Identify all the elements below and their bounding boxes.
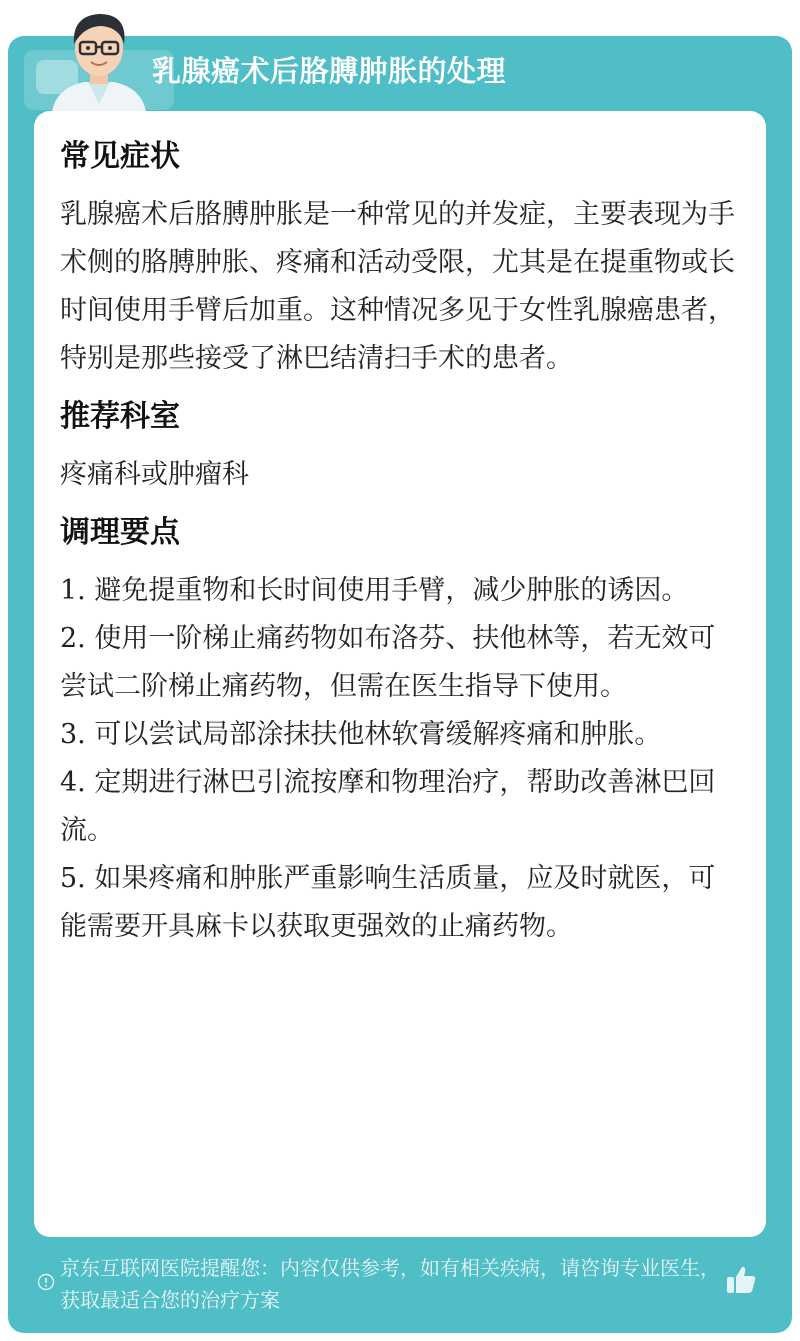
symptoms-section	[60, 133, 740, 383]
care-item-number: 2.	[60, 623, 86, 654]
care-item	[60, 855, 740, 951]
spacer	[60, 499, 740, 509]
care-item	[60, 615, 740, 711]
content-card	[34, 111, 766, 1237]
care-section	[60, 509, 740, 951]
care-item	[60, 711, 740, 759]
care-item-text: 定期进行淋巴引流按摩和物理治疗，帮助改善淋巴回流。	[60, 767, 716, 846]
care-item-text: 使用一阶梯止痛药物如布洛芬、扶他林等，若无效可尝试二阶梯止痛药物，但需在医生指导下使用。	[60, 623, 716, 702]
care-item	[60, 567, 740, 615]
symptoms-text: 乳腺癌术后胳膊肿胀是一种常见的并发症，主要表现为手术侧的胳膊肿胀、疼痛和活动受限，尤其是在提重物或长时间使用手臂后加重。这种情况多见于女性乳腺癌患者，特别是那些接受了淋巴结清扫手术的患者。	[60, 199, 735, 374]
disclaimer-text: 京东互联网医院提醒您：内容仅供参考，如有相关疾病，请咨询专业医生，获取最适合您的治疗方案	[60, 1256, 720, 1312]
spacer	[60, 557, 740, 567]
care-item-text: 避免提重物和长时间使用手臂，减少肿胀的诱因。	[94, 575, 689, 606]
department-section	[60, 393, 740, 499]
department-text: 疼痛科或肿瘤科	[60, 459, 249, 490]
spacer	[60, 181, 740, 191]
spacer	[60, 441, 740, 451]
care-item-number: 4.	[60, 767, 86, 798]
care-item-text: 如果疼痛和肿胀严重影响生活质量，应及时就医，可能需要开具麻卡以获取更强效的止痛药物。	[60, 863, 716, 942]
care-item-number: 5.	[60, 863, 86, 894]
spacer	[60, 383, 740, 393]
care-item-number: 3.	[60, 719, 86, 750]
info-icon	[37, 1273, 55, 1291]
care-item	[60, 759, 740, 855]
care-heading: 调理要点	[60, 515, 180, 550]
page-title: 乳腺癌术后胳膊肿胀的处理	[152, 54, 507, 88]
doctor-avatar	[44, 4, 154, 112]
care-item-text: 可以尝试局部涂抹扶他林软膏缓解疼痛和肿胀。	[94, 719, 662, 750]
thumbs-up-icon[interactable]	[724, 1263, 758, 1297]
symptoms-heading: 常见症状	[60, 139, 180, 174]
department-heading: 推荐科室	[60, 399, 180, 434]
care-item-number: 1.	[60, 575, 86, 606]
